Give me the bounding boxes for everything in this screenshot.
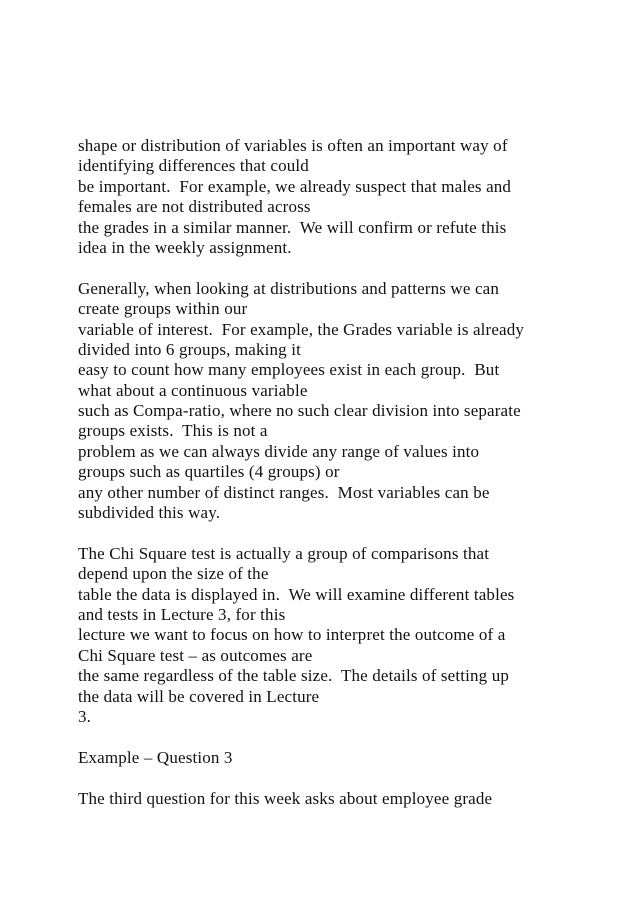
text-line: create groups within our — [78, 299, 248, 319]
blank-line — [78, 727, 618, 747]
text-line: idea in the weekly assignment. — [78, 237, 292, 257]
document-body-text — [78, 136, 618, 809]
text-line: females are not distributed across — [78, 197, 311, 217]
text-line: groups exists. This is not a — [78, 421, 268, 441]
text-line: variable of interest. For example, the Grades variable is already — [78, 319, 525, 339]
text-line: lecture we want to focus on how to interpret the outcome of a — [78, 625, 506, 645]
text-line: the same regardless of the table size. The details of setting up — [78, 666, 509, 686]
text-line: shape or distribution of variables is often an important way of — [78, 136, 508, 155]
text-line: depend upon the size of the — [78, 564, 269, 584]
text-line: easy to count how many employees exist in each group. But — [78, 360, 500, 380]
text-line: any other number of distinct ranges. Most variables can be — [78, 482, 490, 502]
text-line: such as Compa-ratio, where no such clear division into separate — [78, 401, 521, 421]
text-line: what about a continuous variable — [78, 380, 308, 400]
text-line: identifying differences that could — [78, 156, 309, 176]
text-line: be important. For example, we already suspect that males and — [78, 176, 512, 196]
text-line: The Chi Square test is actually a group of comparisons that — [78, 543, 490, 563]
text-line: Chi Square test – as outcomes are — [78, 645, 313, 665]
text-line: table the data is displayed in. We will examine different tables — [78, 584, 515, 604]
text-line: the data will be covered in Lecture — [78, 686, 320, 706]
text-line: problem as we can always divide any range of values into — [78, 441, 480, 461]
section-heading: Example – Question 3 — [78, 747, 233, 767]
text-line: and tests in Lecture 3, for this — [78, 604, 286, 624]
blank-line — [78, 258, 618, 278]
text-line: The third question for this week asks about employee grade — [78, 788, 493, 808]
text-line: the grades in a similar manner. We will confirm or refute this — [78, 217, 507, 237]
text-line: divided into 6 groups, making it — [78, 339, 301, 359]
text-line: groups such as quartiles (4 groups) or — [78, 462, 340, 482]
blank-line — [78, 768, 618, 788]
text-line: 3. — [78, 706, 92, 726]
text-line: Generally, when looking at distributions and patterns we can — [78, 278, 499, 298]
text-line: subdivided this way. — [78, 503, 221, 523]
blank-line — [78, 523, 618, 543]
